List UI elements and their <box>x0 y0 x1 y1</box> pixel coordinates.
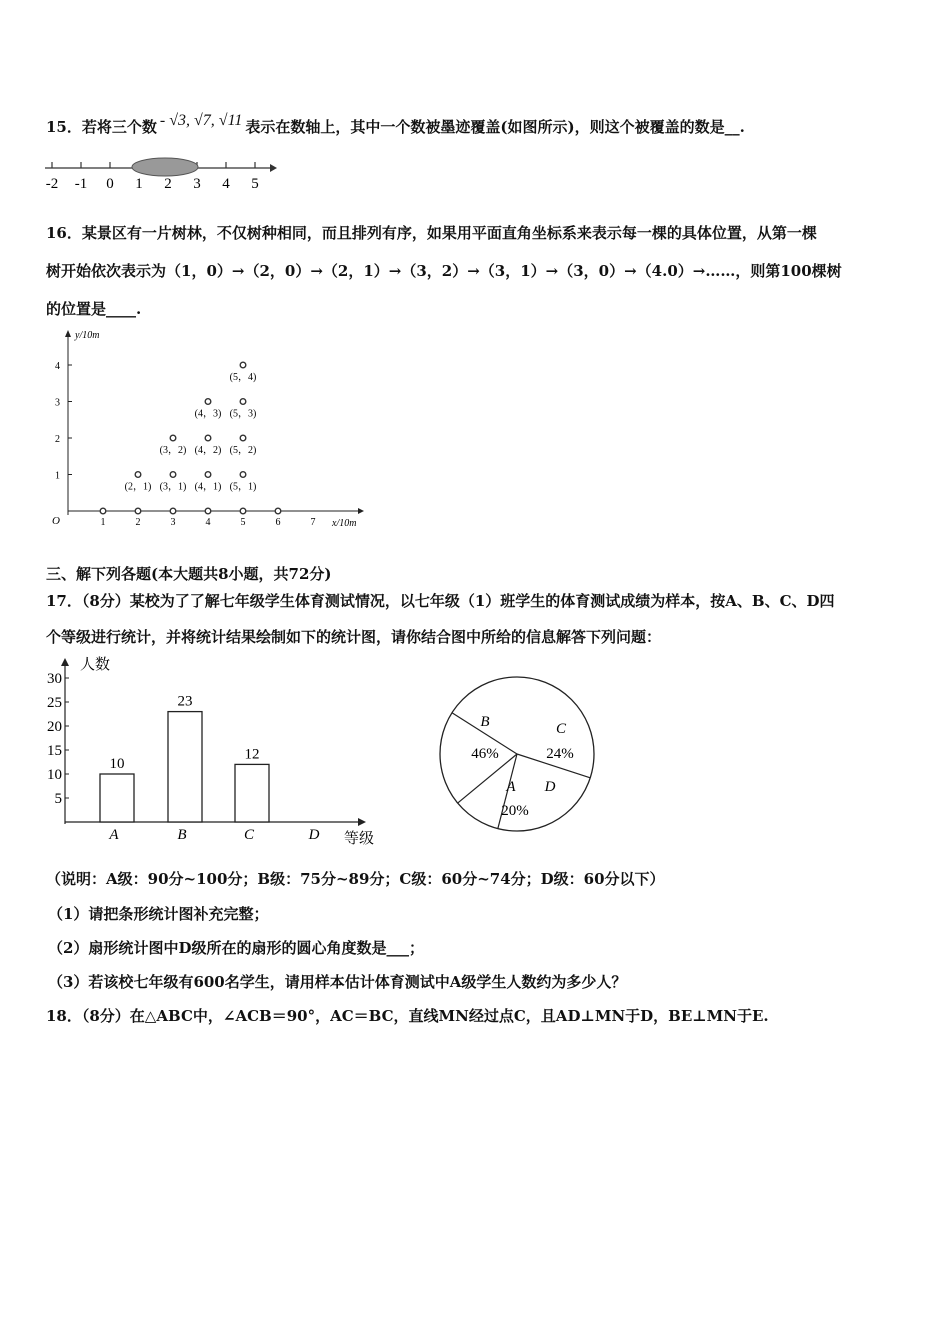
number-line-tick-label: 4 <box>222 176 230 192</box>
scatter-x-arrow <box>358 508 364 514</box>
q15-number: 15． <box>46 118 82 136</box>
q17-sub1: （1）请把条形统计图补充完整； <box>48 905 269 923</box>
number-line-arrow <box>270 164 277 172</box>
bar-category-label: B <box>177 827 187 843</box>
scatter-xlabel: x/10m <box>332 518 357 529</box>
number-line-tick-label: 1 <box>135 176 143 192</box>
bar-ytick-label: 15 <box>47 743 62 759</box>
bar-value-label: 12 <box>244 746 260 763</box>
tree-point-label: (3，2) <box>159 445 187 456</box>
tree-point <box>205 399 211 405</box>
bar-y-arrow <box>61 658 69 666</box>
scatter-xtick-label: 5 <box>240 517 246 528</box>
tree-point <box>240 399 246 405</box>
pie-slice-name: B <box>480 714 490 730</box>
scatter-y-arrow <box>65 330 71 337</box>
q17-note: （说明：A级：90分~100分；B级：75分~89分；C级：60分~74分；D级：60分以下） <box>46 870 665 888</box>
tree-point <box>205 472 211 478</box>
tree-point <box>205 508 211 514</box>
bar-ytick-label: 20 <box>47 719 62 735</box>
bar-A <box>100 774 134 822</box>
tree-point <box>135 472 141 478</box>
tree-point-label: (2，1) <box>124 481 152 493</box>
tree-point-label: (5，4) <box>229 372 257 383</box>
pie-slice-percent: 20% <box>501 803 529 819</box>
tree-point-label: (3，1) <box>159 481 187 493</box>
scatter-xtick-label: 3 <box>170 517 176 528</box>
q15-math: - √3, √7, √11 <box>159 112 243 129</box>
tree-point-label: (5，2) <box>229 445 257 456</box>
tree-point-label: (5，3) <box>229 408 257 420</box>
tree-point <box>205 435 211 441</box>
number-line-tick-label: 0 <box>106 176 114 192</box>
bar-ylabel: 人数 <box>80 657 111 673</box>
tree-point-label: (4，3) <box>194 408 222 420</box>
bar-x-arrow <box>358 818 366 826</box>
scatter-xtick-label: 4 <box>205 517 211 528</box>
scatter-ytick-label: 1 <box>55 470 60 482</box>
scatter-xtick-label: 2 <box>135 517 141 528</box>
q16-line1: 16．某景区有一片树林，不仅树种相同，而且排列有序，如果用平面直角坐标系来表示每一棵的具体位置，从第一棵 <box>46 224 817 242</box>
bar-ytick-label: 30 <box>47 671 62 687</box>
q15-text-after: 表示在数轴上，其中一个数被墨迹覆盖(如图所示)，则这个被覆盖的数是__. <box>245 118 745 136</box>
number-line <box>40 152 280 194</box>
tree-point <box>100 508 106 514</box>
number-line-tick-label: 5 <box>251 176 259 192</box>
number-line-tick-label: 2 <box>164 176 172 192</box>
scatter-origin: O <box>52 515 60 527</box>
tree-point-label: (4，2) <box>194 445 222 456</box>
ink-blot <box>132 158 198 176</box>
question-15 <box>46 112 745 137</box>
pie-slice-name: C <box>555 721 567 737</box>
tree-point <box>240 435 246 441</box>
scatter-xtick-label: 6 <box>275 517 281 528</box>
bar-category-label: A <box>109 827 119 843</box>
tree-point <box>275 508 281 514</box>
bar-value-label: 23 <box>177 693 193 710</box>
tree-point <box>135 508 141 514</box>
pie-slice-name: D <box>544 779 556 795</box>
bar-ytick-label: 10 <box>47 767 62 783</box>
pie-slice-percent: 46% <box>471 746 499 762</box>
scatter-ytick-label: 3 <box>55 397 60 409</box>
number-line-tick-label: -1 <box>74 176 88 192</box>
section-3-title: 三、解下列各题(本大题共8小题，共72分) <box>46 565 332 583</box>
coordinate-plot <box>40 325 370 535</box>
pie-chart <box>430 660 610 840</box>
bar-ytick-label: 5 <box>54 791 62 807</box>
tree-point-label: (4，1) <box>194 481 222 493</box>
bar-value-label: 10 <box>109 756 125 772</box>
tree-point <box>170 472 176 478</box>
tree-point-label: (5，1) <box>229 481 257 493</box>
q15-text-before: 若将三个数 <box>81 118 157 136</box>
q18-text: 18．（8分）在△ABC中，∠ACB＝90°，AC＝BC，直线MN经过点C，且AD⊥MN于D，BE⊥MN于E. <box>46 1007 769 1025</box>
q17-sub2: （2）扇形统计图中D级所在的扇形的圆心角度数是___； <box>48 939 424 957</box>
tree-point <box>240 472 246 478</box>
bar-ytick-label: 25 <box>47 695 62 711</box>
q16-line3: 的位置是____. <box>46 300 142 318</box>
bar-chart <box>40 652 390 852</box>
tree-point <box>240 362 246 368</box>
scatter-ytick-label: 4 <box>55 361 60 372</box>
bar-category-label: C <box>243 827 255 843</box>
tree-point <box>170 508 176 514</box>
number-line-tick-label: -2 <box>45 176 59 192</box>
tree-point <box>240 508 246 514</box>
scatter-xtick-label: 1 <box>100 517 106 528</box>
pie-slice-name: A <box>506 779 516 795</box>
scatter-xtick-label: 7 <box>310 517 316 528</box>
bar-B <box>168 712 202 822</box>
q17-line2: 个等级进行统计，并将统计结果绘制如下的统计图，请你结合图中所给的信息解答下列问题： <box>46 628 662 646</box>
bar-C <box>235 764 269 822</box>
q17-line1: 17．（8分）某校为了了解七年级学生体育测试情况，以七年级（1）班学生的体育测试成绩为样本，按A、B、C、D四 <box>46 592 835 610</box>
scatter-ytick-label: 2 <box>55 434 60 445</box>
scatter-ylabel: y/10m <box>75 330 100 341</box>
tree-point <box>170 435 176 441</box>
number-line-tick-label: 3 <box>193 176 201 192</box>
pie-slice-percent: 24% <box>546 746 574 762</box>
bar-category-label: D <box>308 827 320 843</box>
q16-line2: 树开始依次表示为（1，0）→（2，0）→（2，1）→（3，2）→（3，1）→（3，0）→（4.0）→……，则第100棵树 <box>46 262 842 280</box>
q17-sub3: （3）若该校七年级有600名学生，请用样本估计体育测试中A级学生人数约为多少人？ <box>48 973 627 991</box>
bar-xlabel: 等级 <box>344 831 375 847</box>
